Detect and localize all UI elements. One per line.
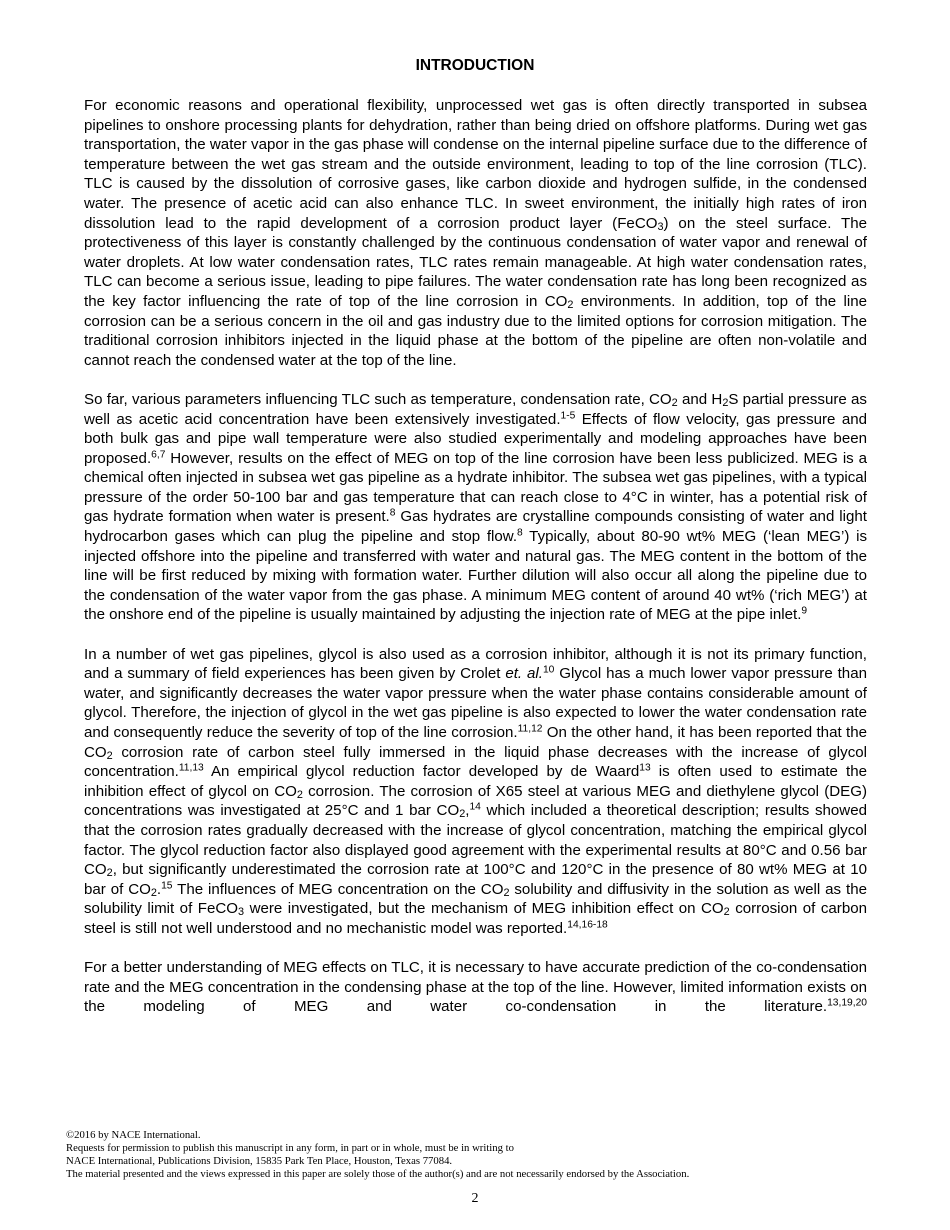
text-run: Gas hydrates are crystalline compounds consisting of water and light hydrocarbon gases which can plug the pipeline and stop flow. — [84, 508, 867, 546]
text-run: were investigated, but the mechanism of MEG inhibition effect on CO — [244, 900, 724, 918]
footer-copyright: ©2016 by NACE International. — [66, 1129, 201, 1141]
paragraph-1 — [84, 96, 867, 370]
footer-address: NACE International, Publications Division, 15835 Park Ten Place, Houston, Texas 77084. — [66, 1155, 453, 1167]
text-run: ) on the steel surface. The protectiveness of this layer is constantly challenged by the continuous condensation of water vapor and renewal of water droplets. At low water condensation rates, TLC rates remain manageable. At high water condensation rates, TLC can become a serious issue, leading to pipe failures. The water condensation rate has long been recognized as the key factor influencing the rate of top of the line corrosion in CO — [84, 214, 868, 310]
citation-superscript: 6,7 — [151, 449, 166, 461]
citation-superscript: 14,16-18 — [567, 919, 608, 931]
text-run: For a better understanding of MEG effects on TLC, it is necessary to have accurate prediction of the co-condensation rate and the MEG concentration in the condensing phase at the top of the line. However, limited information exists on the modeling of MEG and water co-condensation in the literature. — [84, 959, 867, 1016]
chemical-subscript: 2 — [722, 397, 729, 410]
citation-superscript: 14 — [469, 801, 481, 813]
chemical-subscript: 2 — [723, 906, 730, 919]
text-run: corrosion. The corrosion of X65 steel at various MEG and diethylene glycol (DEG) concentrations was investigated at 25°C and 1 bar CO — [84, 782, 867, 820]
footer-permission: Requests for permission to publish this manuscript in any form, in part or in whole, must be in writing to — [66, 1142, 514, 1154]
chemical-subscript: 2 — [106, 749, 113, 762]
page-number: 2 — [471, 1191, 479, 1206]
text-run: S partial pressure as well as acetic acid concentration have been extensively investigated. — [84, 390, 867, 428]
text-run: , but significantly underestimated the corrosion rate at 100°C and 120°C in the presence of 80 wt% MEG at 10 bar of CO — [84, 861, 867, 898]
text-run: corrosion of carbon steel is still not well understood and no mechanistic model was reported. — [84, 900, 867, 937]
text-run: environments. In addition, top of the line corrosion can be a serious concern in the oil and gas industry due to the limited options for corrosion mitigation. The traditional corrosion inhibitors injected in the liquid phase at the bottom of the pipeline are often non-volatile and cannot reach the condensed water at the top of the line. — [84, 292, 867, 369]
text-run: However, results on the effect of MEG on top of the line corrosion have been less publicized. MEG is a chemical often injected in subsea wet gas pipeline as a hydrate inhibitor. The subsea wet gas pipelines, with a typical pressure of the order 50-100 bar and gas temperature that can reach close to 4°C in winter, has a potential risk of gas hydrate formation when water is present. — [84, 449, 867, 526]
chemical-subscript: 2 — [459, 808, 466, 821]
chemical-subscript: 2 — [671, 397, 678, 410]
text-run: corrosion rate of carbon steel fully immersed in the liquid phase decreases with the increase of glycol concentration. — [84, 743, 867, 781]
text-run: Glycol has a much lower vapor pressure than water, and significantly decreases the water vapor pressure when the water phase contains considerable amount of glycol. Therefore, the injection of glycol in the wet gas pipeline is also expected to lower the water condensation rate and consequently reduce the severity of top of the line corrosion. — [84, 665, 867, 741]
text-run: Effects of flow velocity, gas pressure and both bulk gas and pipe wall temperature were also studied experimentally and modeling approaches have been proposed. — [84, 410, 868, 467]
italic-text: et. al. — [505, 665, 543, 683]
chemical-subscript: 2 — [106, 867, 113, 880]
chemical-subscript: 2 — [296, 788, 303, 801]
chemical-subscript: 2 — [567, 299, 574, 312]
text-run: Typically, about 80-90 wt% MEG (‘lean MEG’) is injected offshore into the pipeline and transferred with water and natural gas. The MEG content in the bottom of the line will be first reduced by mixing with formation water. Further dilution will also occur all along the pipeline due to the condensation of the water vapor from the gas phase. A minimum MEG content of around 40 wt% (‘rich MEG’) at the onshore end of the pipeline is usually maintained by adjusting the injection rate of MEG at the pipe inlet. — [84, 528, 867, 624]
text-run: solubility and diffusivity in the solution as well as the solubility limit of FeCO — [84, 880, 867, 918]
text-run: is often used to estimate the inhibition effect of glycol on CO — [84, 763, 867, 800]
chemical-subscript: 3 — [238, 906, 245, 919]
body-text — [84, 96, 867, 1017]
text-run: In a number of wet gas pipelines, glycol is also used as a corrosion inhibitor, although it is not its primary function, and a summary of field experiences has been given by Crolet — [84, 645, 867, 683]
citation-superscript: 15 — [161, 880, 173, 892]
citation-superscript: 13 — [639, 762, 651, 774]
citation-superscript: 1-5 — [560, 409, 576, 421]
text-run: , — [465, 802, 470, 820]
text-run: . — [156, 880, 162, 898]
paragraph-4 — [84, 958, 867, 1017]
citation-superscript: 11,13 — [178, 762, 204, 774]
citation-superscript: 8 — [389, 507, 396, 519]
section-heading: INTRODUCTION — [415, 57, 535, 74]
footer — [66, 1129, 906, 1181]
text-run: On the other hand, it has been reported that the CO — [84, 724, 867, 761]
citation-superscript: 10 — [542, 664, 555, 676]
footer-disclaimer: The material presented and the views expressed in this paper are solely those of the author(s) and are not necessarily endorsed by the Association. — [66, 1168, 690, 1180]
chemical-subscript: 3 — [657, 220, 664, 233]
text-run: which included a theoretical description; results showed that the corrosion rates gradually decreased with the increase of glycol concentration, matching the empirical glycol factor. The glycol reduction factor also displayed good agreement with the experimental results at 80°C and 0.56 bar CO — [84, 802, 867, 879]
text-run: The influences of MEG concentration on the CO — [172, 880, 504, 898]
chemical-subscript: 2 — [503, 886, 510, 899]
text-run: For economic reasons and operational flexibility, unprocessed wet gas is often directly transported in subsea pipelines to onshore processing plants for dehydration, rather than being dried on offshore platforms. During wet gas transportation, the water vapor in the gas phase will condense on the internal pipeline surface due to the difference of temperature between the wet gas stream and the outside environment, leading to top of the line corrosion (TLC). TLC is caused by the dissolution of corrosive gases, like carbon dioxide and hydrogen sulfide, in the condensed water. The presence of acetic acid can also enhance TLC. In sweet environment, the initially high rates of iron dissolution lead to the rapid development of a corrosion product layer (FeCO — [84, 97, 867, 232]
chemical-subscript: 2 — [150, 886, 157, 899]
paragraph-2 — [84, 390, 867, 625]
paragraph-3 — [84, 645, 867, 939]
citation-superscript: 13,19,20 — [827, 997, 867, 1009]
text-run: and H — [677, 390, 723, 408]
text-run: So far, various parameters influencing TLC such as temperature, condensation rate, CO — [84, 390, 672, 408]
citation-superscript: 8 — [517, 527, 523, 539]
citation-superscript: 11,12 — [517, 723, 543, 735]
citation-superscript: 9 — [801, 605, 808, 617]
text-run: An empirical glycol reduction factor developed by de Waard — [203, 763, 640, 781]
